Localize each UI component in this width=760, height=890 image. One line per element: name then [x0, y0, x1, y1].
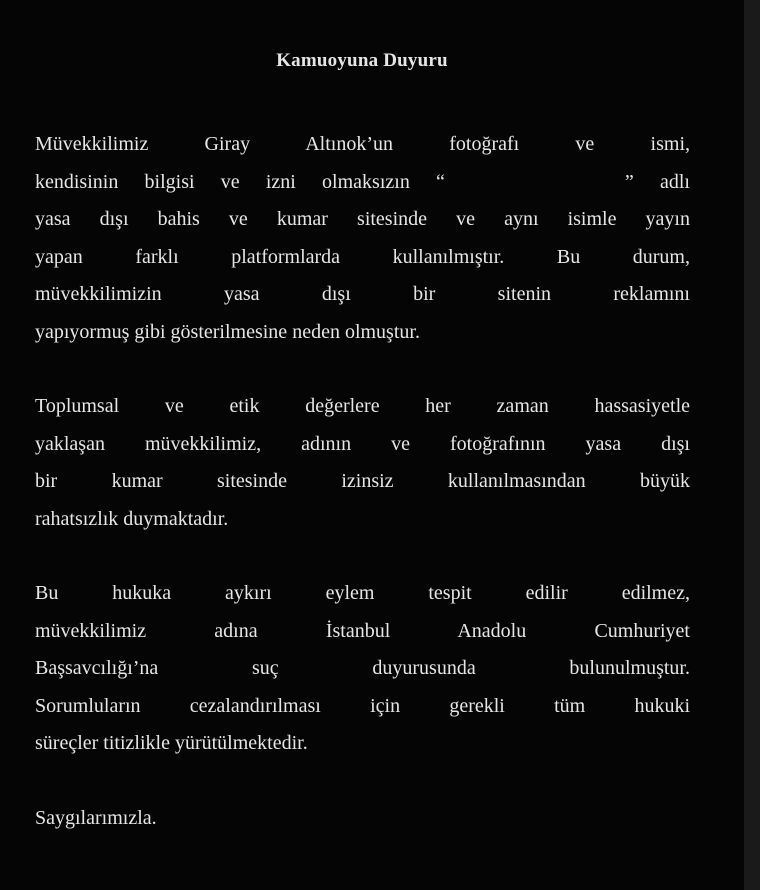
text-line-with-redaction: [35, 164, 690, 202]
closing-salutation: Saygılarımızla.: [35, 806, 157, 829]
announcement-body: [35, 126, 690, 837]
text-segment: kendisinin bilgisi ve izni olmaksızın “: [35, 170, 445, 193]
text-line: yaklaşan müvekkilimiz, adının ve fotoğrafının yasa dışı: [35, 432, 690, 455]
paragraph-2: [35, 388, 690, 538]
text-line: müvekkilimizin yasa dışı bir sitenin reklamını: [35, 283, 690, 305]
text-line: yasa dışı bahis ve kumar sitesinde ve aynı isimle yayın: [35, 208, 690, 230]
text-line: Toplumsal ve etik değerlere her zaman hassasiyetle: [35, 395, 690, 417]
text-line: Başsavcılığı’na suç duyurusunda bulunulmuştur.: [35, 657, 690, 679]
text-segment: ” adlı: [624, 170, 690, 193]
announcement-title: Kamuoyuna Duyuru: [276, 50, 448, 71]
text-line: Bu hukuka aykırı eylem tespit edilir edilmez,: [35, 582, 690, 604]
paragraph-1: [35, 126, 690, 351]
viewer-edge: [744, 0, 760, 890]
text-line: bir kumar sitesinde izinsiz kullanılmasından büyük: [35, 470, 690, 492]
text-line: yapıyormuş gibi gösterilmesine neden olmuştur.: [35, 320, 420, 343]
text-line: rahatsızlık duymaktadır.: [35, 507, 229, 530]
text-line: süreçler titizlikle yürütülmektedir.: [35, 732, 308, 754]
text-line: Sorumluların cezalandırılması için gerekli tüm hukuki: [35, 694, 690, 717]
paragraph-3: [35, 575, 690, 763]
text-line: yapan farklı platformlarda kullanılmıştır. Bu durum,: [35, 245, 690, 268]
text-line: Müvekkilimiz Giray Altınok’un fotoğrafı ve ismi,: [35, 133, 690, 155]
text-line: müvekkilimiz adına İstanbul Anadolu Cumhuriyet: [35, 619, 690, 642]
